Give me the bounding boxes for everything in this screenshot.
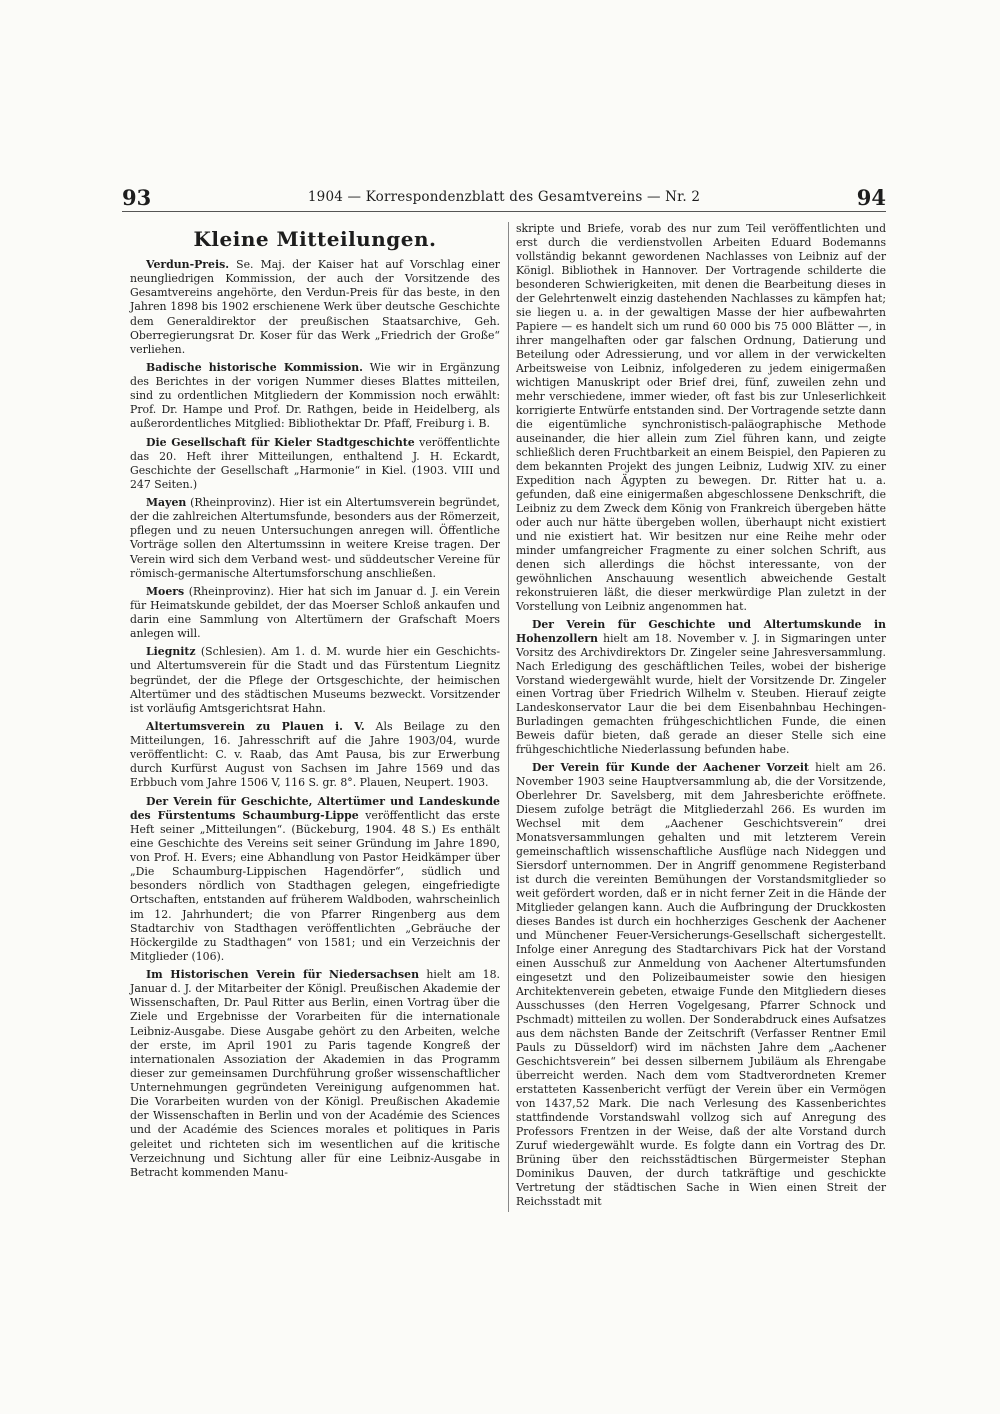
article-schaumburg-lippe: [130, 795, 500, 965]
article-text: veröffentlicht das erste Heft seiner „Mitteilungen“. (Bückeburg, 1904. 48 S.) Es enthält eine Geschichte des Vereins seit seiner Gründung im Jahre 1890, von Prof. H. Evers; eine Abhandlung von Pastor Heidkämper über „Die Schaumburg-Lippischen Hagendörfer“, südlich und besonders nördlich von Stadthagen gelegen, eingefriedigte Ortschaften, entstanden auf früherem Waldboden, wahrscheinlich im 12. Jahrhundert; die von Pfarrer Ringenberg aus dem Stadtarchiv von Stadthagen veröffentlichten „Gebräuche der Höckergilde zu Stadthagen“ von 1581; und ein Verzeichnis der Mitglieder (106).: [130, 808, 501, 963]
article-head: Die Gesellschaft für Kieler Stadtgeschichte: [146, 435, 415, 449]
article-kieler-stadtgeschichte: [130, 436, 500, 493]
article-head: Moers: [146, 584, 185, 598]
article-head: Altertumsverein zu Plauen i. V.: [146, 719, 365, 733]
article-niedersachsen: [130, 968, 500, 1180]
left-column: [130, 222, 500, 1184]
article-text: (Schlesien). Am 1. d. M. wurde hier ein Geschichts- und Altertumsverein für die Stadt und das Fürstentum Liegnitz begründet, der die Pflege der Ortsgeschichte, der heimischen Altertümer und des städtischen Museums bezweckt. Vorsitzender ist vorläufig Amtsgerichtsrat Hahn.: [130, 645, 500, 715]
article-head: Liegnitz: [146, 645, 196, 659]
article-verdun-preis: [130, 258, 500, 357]
article-head: Im Historischen Verein für Niedersachsen: [146, 968, 420, 981]
article-text: (Rheinprovinz). Hier hat sich im Januar d. J. ein Verein für Heimatskunde gebildet, der das Moerser Schloß ankaufen und darin eine Sammlung von Altertümern der Grafschaft Moers anlegen will.: [130, 584, 500, 641]
header-rule: [122, 211, 886, 212]
right-column: [516, 222, 886, 1213]
section-title: Kleine Mitteilungen.: [193, 227, 437, 251]
article-head: Mayen: [146, 496, 187, 509]
article-plauen: [130, 720, 500, 791]
article-head: Badische historische Kommission.: [146, 360, 363, 374]
article-text: hielt am 18. Januar d. J. der Mitarbeiter der Königl. Preußischen Akademie der Wissenschaften, Dr. Paul Ritter aus Berlin, einen Vortrag über die Ziele und Ergebnisse der Vorarbeiten für die internationale Leibniz-Ausgabe. Diese Ausgabe gehört zu den Arbeiten, welche der erste, im April 1901 zu Paris tagende Kongreß der internationalen Assoziation der Akademien in das Programm dieser zur gemeinsamen Durchführung großer wissenschaftlicher Unternehmungen gegründeten Vereinigung aufgenommen hat. Die Vorarbeiten wurden von der Königl. Preußischen Akademie der Wissenschaften in Berlin und von der Académie des Sciences und der Académie des Sciences morales et politiques in Paris geleitet und richteten sich im wesentlichen auf die kritische Verzeichnung und Sichtung aller für eine Leibniz-Ausgabe in Betracht kommenden Manu-: [130, 968, 501, 1179]
article-text: veröffentlichte das 20. Heft ihrer Mitteilungen, enthaltend J. H. Eckardt, Geschichte der Gesellschaft „Harmonie“ in Kiel. (1903. VIII und 247 Seiten.): [130, 435, 501, 491]
article-text: Se. Maj. der Kaiser hat auf Vorschlag einer neungliedrigen Kommission, der auch der Vorsitzende des Gesamtvereins angehörte, den Verdun-Preis für das beste, in den Jahren 1898 bis 1902 erschienene Werk über deutsche Geschichte dem Generaldirektor der preußischen Staatsarchive, Geh. Oberregierungsrat Dr. Koser für das Werk „Friedrich der Große“ verliehen.: [130, 258, 500, 356]
article-head: Verdun-Preis.: [146, 258, 230, 271]
article-mayen: [130, 496, 500, 581]
page-number-left: 93: [122, 185, 152, 210]
article-head: Der Verein für Geschichte und Altertumskunde in Hohenzollern: [516, 617, 886, 645]
article-niedersachsen-continued: [516, 222, 886, 614]
page-header: [122, 183, 886, 213]
article-liegnitz: [130, 645, 500, 716]
article-aachener-vorzeit: [516, 761, 886, 1209]
article-head: Der Verein für Geschichte, Altertümer und Landeskunde des Fürstentums Schaumburg-Lippe: [130, 794, 500, 822]
page-number-right: 94: [856, 185, 886, 210]
article-hohenzollern: [516, 618, 886, 758]
running-head: 1904 — Korrespondenzblatt des Gesamtvereins — Nr. 2: [307, 189, 701, 205]
article-badische-kommission: [130, 361, 500, 432]
article-head: Der Verein für Kunde der Aachener Vorzeit: [532, 761, 809, 775]
article-text: Wie wir in Ergänzung des Berichtes in der vorigen Nummer dieses Blattes mitteilen, sind zu ordentlichen Mitgliedern der Kommission noch erwählt: Prof. Dr. Hampe und Prof. Dr. Rathgen, beide in Heidelberg, als außerordentliches Mitglied: Bibliothektar Dr. Pfaff, Freiburg i. B.: [130, 360, 500, 431]
article-text: Als Beilage zu den Mitteilungen, 16. Jahresschrift auf die Jahre 1903/04, wurde veröffentlicht: C. v. Raab, das Amt Pausa, bis zur Erwerbung durch Kurfürst August von Sachsen im Jahre 1569 und das Erbbuch vom Jahre 1506 V, 116 S. gr. 8°. Plauen, Neupert. 1903.: [130, 719, 500, 790]
article-text: skripte und Briefe, vorab des nur zum Teil veröffentlichten und erst durch die verdienstvollen Arbeiten Eduard Bodemanns vollständig bekannt gewordenen Nachlasses von Leibniz auf der Königl. Bibliothek in Hannover. Der Vortragende schilderte die besonderen Schwierigkeiten, mit denen die Bearbeitung dieses in der Gelehrtenwelt einzig dastehenden Nachlasses zu kämpfen hat; sie liegen u. a. in der gewaltigen Masse der hier aufbewahrten Papiere — es handelt sich um rund 60 000 bis 75 000 Blätter —, in ihrer mangelhaften oder gar falschen Ordnung, Datierung und Beteilung oder Adressierung, und vor allem in der verwickelten Arbeitsweise von Leibniz, infolgederen zu jedem einigermaßen wichtigen Manuskript oder Brief drei, fünf, zuweilen zehn und mehr verschiedene, immer wieder, oft fast bis zur Unleserlichkeit korrigierte Entwürfe entstanden sind. Der Vortragende setzte dann die eigentümliche synchronistisch-paläographische Methode auseinander, die hier allein zum Ziel führen kann, und zeigte schließlich deren Fruchtbarkeit an einem Beispiel, den Papieren zu dem bekannten Projekt des jungen Leibniz, Ludwig XIV. zu einer Expedition nach Ägypten zu bewegen. Dr. Ritter hat u. a. gefunden, daß eine einigermaßen abgeschlossene Denkschrift, die Leibniz zu dem Zweck dem König von Frankreich übergeben hätte oder auch nur hätte übergeben wollen, überhaupt nicht existiert und nie existiert hat. Wir besitzen nur eine Reihe mehr oder minder umfangreicher Fragmente zu einer solchen Schrift, aus denen sich allerdings die höchst interessante, von der gewöhnlichen Anschauung wesentlich abweichende Gestalt rekonstruieren läßt, die dieser merkwürdige Plan zuletzt in der Vorstellung von Leibniz angenommen hat.: [516, 222, 887, 613]
column-divider: [508, 222, 509, 1212]
article-text: (Rheinprovinz). Hier ist ein Altertumsverein begründet, der die zahlreichen Altertumsfunde, besonders aus der Römerzeit, pflegen und zu neuen Untersuchungen anregen will. Öffentliche Vorträge sollen den Altertumssinn in weitere Kreise tragen. Der Verein wird sich dem Verband west- und süddeutscher Vereine für römisch-germanische Altertumsforschung anschließen.: [130, 496, 500, 580]
article-moers: [130, 585, 500, 642]
article-text: hielt am 26. November 1903 seine Hauptversammlung ab, die der Vorsitzende, Oberlehrer Dr. Savelsberg, mit dem Jahresberichte eröffnete. Diesem zufolge beträgt die Mitgliederzahl 266. Es wurden im Wechsel mit dem „Aachener Geschichtsverein“ drei Monatsversammlungen gehalten und mit letzterem Verein gemeinschaftlich wissenschaftliche Ausflüge nach Nideggen und Siersdorf unternommen. Der in Angriff genommene Registerband ist durch die vereinten Bemühungen der Vorstandsmitglieder so weit gefördert worden, daß er in nicht ferner Zeit in die Hände der Mitglieder gelangen kann. Auch die Aufbringung der Druckkosten dieses Bandes ist durch ein hochherziges Geschenk der Aachener und Münchener Feuer-Versicherungs-Gesellschaft sichergestellt. Infolge einer Anregung des Stadtarchivars Pick hat der Vorstand einen Ausschuß zur Anmeldung von Aachener Altertumsfunden eingesetzt und den Polizeibaumeister sowie den hiesigen Architektenverein gebeten, etwaige Funde den Mitgliedern dieses Ausschusses (den Herren Vogelgesang, Pfarrer Schnock und Pschmadt) mitteilen zu wollen. Der Sonderabdruck eines Aufsatzes aus dem nächsten Bande der Zeitschrift (Verfasser Rentner Emil Pauls zu Düsseldorf) wird im nächsten Jahre dem „Aachener Geschichtsverein“ bei dessen silbernem Jubiläum als Ehrengabe überreicht werden. Nach dem vom Stadtverordneten Kremer erstatteten Kassenbericht verfügt der Verein über ein Vermögen von 1437,52 Mark. Die nach Verlesung des Kassenberichtes stattfindende Vorstandswahl vollzog sich auf Anregung des Professors Frentzen in der Weise, daß der alte Vorstand durch Zuruf wiedergewählt wurde. Es folgte dann ein Vortrag des Dr. Brüning über den reichsstädtischen Bürgermeister Stephan Dominikus Dauven, der durch tatkräftige und geschickte Vertretung der städtischen Sache in Wien einen Streit der Reichsstadt mit: [516, 761, 886, 1208]
article-text: hielt am 18. November v. J. in Sigmaringen unter Vorsitz des Archivdirektors Dr. Zingeler seine Jahresversammlung. Nach Erledigung des geschäftlichen Teiles, wobei der bisherige Vorstand wiedergewählt wurde, hielt der Vorsitzende Dr. Zingeler einen Vortrag über Friedrich Wilhelm v. Steuben. Hierauf zeigte Landeskonservator Laur die bei dem Eisenbahnbau Hechingen-Burladingen gemachten frühgeschichtlichen Funde, die einen Beweis dafür bieten, daß gerade an dieser Stelle sich eine frühgeschichtliche Niederlassung befunden habe.: [516, 631, 886, 757]
